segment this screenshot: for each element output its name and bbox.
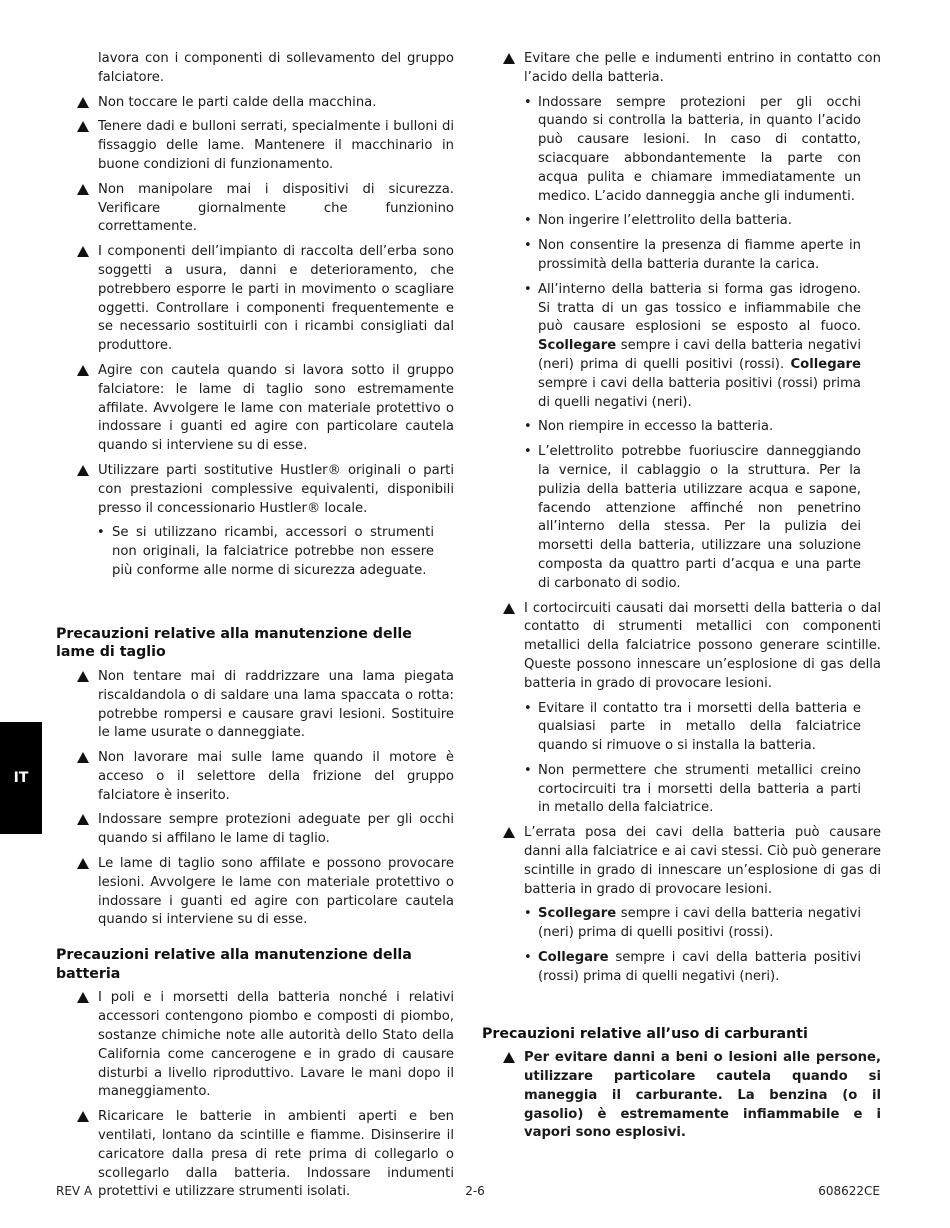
- safety-item-text: Non lavorare mai sulle lame quando il motore è acceso o il selettore della frizione del gruppo falciatore è inserito.: [98, 750, 454, 803]
- warning-triangle-icon: [77, 246, 89, 257]
- warning-triangle-icon: [77, 858, 89, 869]
- bullet-item: [482, 94, 881, 207]
- bullet-item-text: sempre i cavi della batteria negativi (neri) prima di quelli positivi (rossi).: [538, 906, 861, 941]
- footer-document-number: 608622CE: [818, 1184, 880, 1198]
- safety-item-text: Evitare che pelle e indumenti entrino in contatto con l’acido della batteria.: [524, 51, 881, 85]
- bullet-icon: •: [524, 238, 532, 254]
- safety-item: [56, 855, 454, 930]
- safety-item: [56, 462, 454, 518]
- safety-item: [56, 811, 454, 849]
- bullet-icon: •: [524, 94, 532, 110]
- bullet-item-text: Se si utilizzano ricambi, accessori o strumenti non originali, la falciatrice potrebbe non essere più conforme alle norme di sicurezza adeguate.: [112, 525, 434, 578]
- safety-item-text: I poli e i morsetti della batteria nonché i relativi accessori contengono piombo e composti di piombo, sostanze chimiche note alle autorità dello Stato della California come cancerogene e in grado di causare disturbi a livello riproduttivo. Lavare le mani dopo il maneggiamento.: [98, 990, 454, 1100]
- bullet-icon: •: [97, 525, 105, 541]
- bullet-item: [482, 281, 881, 413]
- safety-item-text: Ricaricare le batterie in ambienti aperti e ben ventilati, lontano da scintille e fiamme. Disinserire il caricatore dalla presa di rete prima di collegarlo o scollegarlo dalla batteria. Indossare indumenti protettivi e utilizzare strumenti isolati.: [98, 1109, 454, 1200]
- bullet-icon: •: [524, 762, 532, 778]
- bullet-item: [482, 237, 881, 275]
- bullet-item: [482, 762, 881, 818]
- warning-triangle-icon: [77, 465, 89, 476]
- bold-keyword: Collegare: [538, 950, 609, 966]
- bullet-item-text: L’elettrolito potrebbe fuoriuscire danneggiando la vernice, il cablaggio o la struttura. Per la pulizia della batteria utilizzare acqua e sapone, facendo attenzione affinché non penetrino all’interno della stessa. Per la pulizia dei morsetti della batteria, utilizzare una soluzione composta da quattro parti d’acqua e una parte di carbonato di sodio.: [538, 444, 861, 591]
- bullet-item: [482, 949, 881, 987]
- safety-item: [56, 243, 454, 356]
- bullet-item-text: Non riempire in eccesso la batteria.: [538, 419, 774, 435]
- bullet-item-text: Evitare il contatto tra i morsetti della batteria e qualsiasi parte in metallo della falciatrice quando si rimuove o si installa la batteria.: [538, 700, 861, 754]
- left-column: [56, 50, 454, 1208]
- safety-item: [56, 362, 454, 456]
- bullet-item-text: sempre i cavi della batteria positivi (rossi) prima di quelli negativi (neri).: [538, 375, 861, 410]
- safety-item: [56, 118, 454, 174]
- safety-item-text: Indossare sempre protezioni adeguate per gli occhi quando si affilano le lame di taglio.: [98, 812, 454, 847]
- bullet-item: [482, 443, 881, 593]
- section-heading-fuel: Precauzioni relative all’uso di carburanti: [482, 1025, 808, 1042]
- bullet-icon: •: [524, 419, 532, 435]
- bullet-item: [56, 524, 454, 580]
- bullet-item: [482, 212, 881, 231]
- bold-keyword: Scollegare: [538, 338, 617, 354]
- language-tab: IT: [0, 722, 42, 834]
- intro-continuation: [56, 50, 454, 88]
- warning-triangle-icon: [503, 603, 515, 614]
- safety-item-text: Non toccare le parti calde della macchina.: [98, 94, 377, 110]
- safety-item-text: Per evitare danni a beni o lesioni alle persone, utilizzare particolare cautela quando si maneggia il carburante. La benzina (o il gasolio) è estremamente infiammabile e i vapori sono esplosivi.: [524, 1050, 881, 1141]
- safety-item: [56, 668, 454, 743]
- intro-text: lavora con i componenti di sollevamento del gruppo falciatore.: [98, 51, 454, 85]
- safety-item-text: L’errata posa dei cavi della batteria può causare danni alla falciatrice e ai cavi stessi. Ciò può generare scintille in grado di innescare un’esplosione di gas di batteria in grado di provocare lesioni.: [524, 825, 881, 897]
- bullet-icon: •: [524, 444, 532, 460]
- safety-item-text: Non manipolare mai i dispositivi di sicurezza. Verificare giornalmente che funzionino correttamente.: [98, 181, 454, 235]
- bullet-icon: •: [524, 906, 532, 922]
- safety-item: [482, 50, 881, 88]
- section-heading-blades: Precauzioni relative alla manutenzione delle lame di taglio: [56, 625, 412, 661]
- safety-item-text: Utilizzare parti sostitutive Hustler® originali o parti con prestazioni complessive equivalenti, disponibili presso il concessionario Hustler® locale.: [98, 462, 454, 516]
- section-heading-battery: Precauzioni relative alla manutenzione della batteria: [56, 947, 412, 982]
- warning-triangle-icon: [503, 827, 515, 838]
- safety-item: [56, 749, 454, 805]
- warning-triangle-icon: [503, 53, 515, 64]
- bullet-item: [482, 418, 881, 437]
- bullet-item-text: Non ingerire l’elettrolito della batteria.: [538, 213, 792, 229]
- warning-triangle-icon: [77, 992, 89, 1003]
- bold-keyword: Scollegare: [538, 906, 617, 922]
- bullet-item: [482, 700, 881, 756]
- bullet-item-text: sempre i cavi della batteria positivi (rossi) prima di quelli negativi (neri).: [538, 950, 861, 984]
- safety-item: [482, 824, 881, 899]
- safety-item-text: Agire con cautela quando si lavora sotto il gruppo falciatore: le lame di taglio sono estremamente affilate. Avvolgere le lame con materiale protettivo o indossare i guanti ed agire con particolare cautela quando si interviene su di esse.: [98, 362, 454, 454]
- bullet-item: [482, 905, 881, 943]
- warning-triangle-icon: [77, 752, 89, 763]
- safety-item-text: I componenti dell’impianto di raccolta dell’erba sono soggetti a usura, danni e deterioramento, che potrebbero esporre le parti in movimento o scagliare oggetti. Controllare i componenti frequentemente e se necessario sostituirli con i ricambi consigliati dal produttore.: [98, 244, 454, 354]
- bold-keyword: Collegare: [790, 356, 861, 372]
- footer-page-number: 2-6: [465, 1184, 485, 1198]
- warning-triangle-icon: [77, 1111, 89, 1122]
- safety-item-text: I cortocircuiti causati dai morsetti della batteria o dal contatto di strumenti metallici con componenti metallici della falciatrice possono generare scintille. Queste possono innescare un’esplosione di gas della batteria in grado di provocare lesioni.: [524, 600, 881, 691]
- bullet-icon: •: [524, 700, 532, 716]
- safety-item-text: Le lame di taglio sono affilate e possono provocare lesioni. Avvolgere le lame con materiale protettivo o indossare i guanti ed agire con particolare cautela quando si interviene su di esse.: [98, 856, 454, 928]
- warning-triangle-icon: [77, 97, 89, 108]
- warning-triangle-icon: [503, 1052, 515, 1063]
- warning-triangle-icon: [77, 121, 89, 132]
- warning-triangle-icon: [77, 814, 89, 825]
- safety-item: [56, 94, 454, 113]
- warning-triangle-icon: [77, 184, 89, 195]
- safety-item: [56, 989, 454, 1102]
- bullet-item-text: All’interno della batteria si forma gas idrogeno. Si tratta di un gas tossico e infiammabile che può causare esplosioni se esposto al fuoco.: [538, 281, 861, 335]
- bullet-icon: •: [524, 950, 532, 966]
- safety-item: [482, 600, 881, 694]
- bullet-item-text: sempre i cavi della batteria negativi (neri) prima di quelli positivi (rossi).: [538, 338, 861, 372]
- bullet-icon: •: [524, 213, 532, 229]
- warning-triangle-icon: [77, 671, 89, 682]
- warning-triangle-icon: [77, 365, 89, 376]
- bullet-item-text: Indossare sempre protezioni per gli occhi quando si controlla la batteria, in quanto l’acido può causare lesioni. In caso di contatto, sciacquare abbondantemente la parte con acqua pulita e chiamare immediatamente un medico. L’acido danneggia anche gli indumenti.: [538, 94, 861, 204]
- safety-item: [56, 181, 454, 237]
- safety-item-text: Non tentare mai di raddrizzare una lama piegata riscaldandola o di saldare una lama spaccata o rotta: potrebbe rompersi e causare gravi lesioni. Sostituire le lame usurate o danneggiate.: [98, 668, 454, 741]
- safety-item-text: Tenere dadi e bulloni serrati, specialmente i bulloni di fissaggio delle lame. Mantenere il macchinario in buone condizioni di funzionamento.: [98, 119, 454, 172]
- safety-item: [482, 1049, 881, 1143]
- bullet-icon: •: [524, 281, 532, 297]
- right-column: [482, 50, 881, 1149]
- bullet-item-text: Non consentire la presenza di fiamme aperte in prossimità della batteria durante la carica.: [538, 238, 861, 272]
- footer-revision: REV A: [56, 1184, 93, 1198]
- bullet-item-text: Non permettere che strumenti metallici creino cortocircuiti tra i morsetti della batteria a parti in metallo della falciatrice.: [538, 762, 861, 816]
